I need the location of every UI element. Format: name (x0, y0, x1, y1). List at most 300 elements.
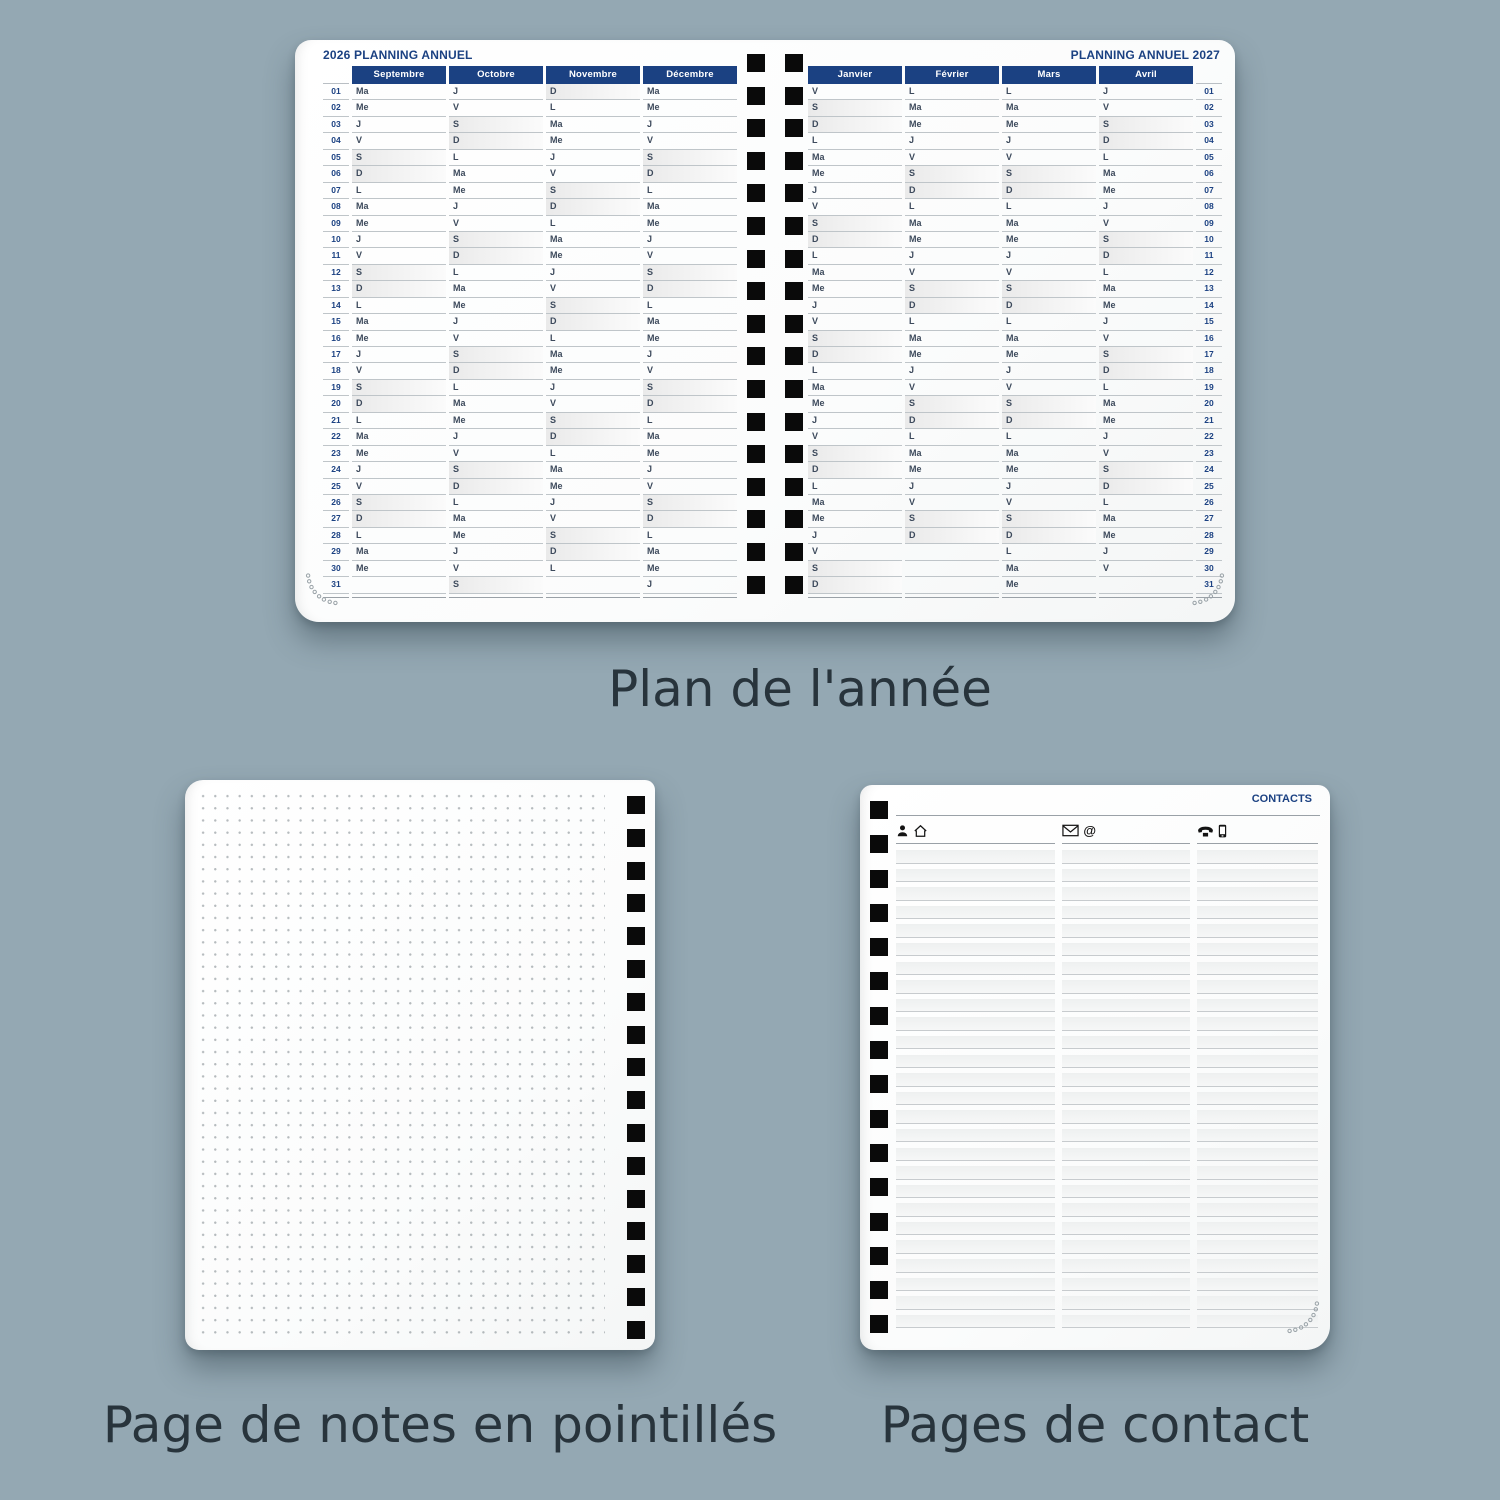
contact-row-line (896, 1072, 1055, 1091)
planner-day-cell: J (449, 199, 543, 215)
planner-day-cell: Me (352, 561, 446, 577)
table-end-rule (1002, 594, 1096, 598)
day-number-column (1196, 66, 1222, 598)
planner-day-cell: Me (1099, 183, 1193, 199)
planner-day-cell: S (808, 446, 902, 462)
binding-hole (785, 54, 803, 72)
planner-day-cell: V (1099, 446, 1193, 462)
contact-fill-bar (1062, 906, 1190, 920)
binding-hole (785, 184, 803, 202)
binding-hole (627, 927, 645, 945)
day-number: 04 (1196, 133, 1222, 149)
contact-fill-bar (1197, 1166, 1318, 1180)
planner-table-2027 (808, 66, 1222, 598)
day-number: 08 (323, 199, 349, 215)
planner-day-cell: J (1099, 544, 1193, 560)
binding-hole (627, 1255, 645, 1273)
planner-day-cell: Me (449, 528, 543, 544)
contact-fill-bar (1062, 1240, 1190, 1254)
contact-fill-bar (896, 1110, 1055, 1124)
day-number: 14 (1196, 298, 1222, 314)
contact-row-line (1197, 923, 1318, 942)
planner-day-cell: Ma (352, 199, 446, 215)
day-number: 31 (323, 577, 349, 593)
planner-day-cell: S (352, 380, 446, 396)
contact-row-line (896, 886, 1055, 905)
planner-day-cell: Me (1002, 462, 1096, 478)
planner-day-cell: V (905, 150, 999, 166)
contact-fill-bar (1062, 1129, 1190, 1143)
contact-fill-bar (896, 1315, 1055, 1329)
planner-day-cell: Me (352, 100, 446, 116)
contact-row-line (1197, 1277, 1318, 1296)
contact-row-line (896, 1184, 1055, 1203)
planner-day-cell: Ma (808, 265, 902, 281)
contact-row-line (896, 1202, 1055, 1221)
planner-day-cell: V (905, 265, 999, 281)
contact-fill-bar (1062, 869, 1190, 883)
table-end-rule (808, 594, 902, 598)
planner-day-cell: S (1099, 462, 1193, 478)
day-number: 13 (323, 281, 349, 297)
contact-fill-bar (1197, 1129, 1318, 1143)
contact-row-line (1197, 998, 1318, 1017)
contact-row-line (1062, 1295, 1190, 1314)
envelope-icon (1062, 824, 1079, 837)
contact-fill-bar (1062, 999, 1190, 1013)
binding-hole (785, 380, 803, 398)
planner-day-cell: Ma (1002, 216, 1096, 232)
planner-day-cell: L (1002, 429, 1096, 445)
contact-row-line (1197, 886, 1318, 905)
contact-row-line (1197, 1091, 1318, 1110)
planner-day-cell: S (905, 396, 999, 412)
contact-row-line (896, 1091, 1055, 1110)
contacts-title: CONTACTS (1251, 793, 1312, 805)
binding-hole (627, 993, 645, 1011)
planner-day-cell: Me (905, 232, 999, 248)
contact-row-line (1197, 1258, 1318, 1277)
perforation-dots-icon (300, 569, 344, 613)
planner-day-cell: Ma (449, 281, 543, 297)
day-number: 07 (323, 183, 349, 199)
contact-fill-bar (896, 1073, 1055, 1087)
contacts-entry-rows (896, 849, 1318, 1334)
planner-day-cell: D (643, 166, 737, 182)
contact-fill-bar (1062, 943, 1190, 957)
day-number: 19 (323, 380, 349, 396)
planner-day-cell: Ma (905, 100, 999, 116)
planner-day-cell: S (808, 100, 902, 116)
planner-day-cell: D (808, 462, 902, 478)
contact-fill-bar (896, 887, 1055, 901)
day-number: 20 (1196, 396, 1222, 412)
planner-day-cell: Ma (905, 331, 999, 347)
contact-row-line (896, 1165, 1055, 1184)
table-end-rule (643, 594, 737, 598)
day-number: 13 (1196, 281, 1222, 297)
planner-day-cell: Me (449, 183, 543, 199)
day-number: 14 (323, 298, 349, 314)
month-column (1002, 66, 1096, 598)
day-number: 23 (1196, 446, 1222, 462)
planner-day-cell: V (905, 495, 999, 511)
planner-day-cell: Me (905, 117, 999, 133)
binding-hole (747, 413, 765, 431)
planner-day-cell: L (905, 84, 999, 100)
planner-day-cell: S (1002, 166, 1096, 182)
binding-hole (870, 1144, 888, 1162)
planner-day-cell: S (449, 232, 543, 248)
contact-fill-bar (896, 1055, 1055, 1069)
table-end-rule (905, 594, 999, 598)
contact-row-line (1062, 1202, 1190, 1221)
planner-day-cell: S (905, 511, 999, 527)
planner-day-cell: S (352, 150, 446, 166)
contact-row-line (1062, 1072, 1190, 1091)
planner-day-cell: J (546, 380, 640, 396)
contact-fill-bar (1197, 869, 1318, 883)
contact-fill-bar (1197, 1092, 1318, 1106)
caption-year-plan: Plan de l'année (608, 660, 992, 718)
day-number: 26 (1196, 495, 1222, 511)
contact-fill-bar (1062, 1017, 1190, 1031)
day-number: 04 (323, 133, 349, 149)
day-number: 12 (1196, 265, 1222, 281)
planner-day-cell: S (546, 528, 640, 544)
binding-hole (627, 1321, 645, 1339)
day-number: 16 (323, 331, 349, 347)
planner-day-cell: S (1002, 396, 1096, 412)
planner-day-cell: Me (352, 446, 446, 462)
person-icon (896, 824, 909, 838)
planner-day-cell: V (1002, 495, 1096, 511)
day-number: 08 (1196, 199, 1222, 215)
contact-fill-bar (1062, 1259, 1190, 1273)
binding-hole (870, 1041, 888, 1059)
contact-row-line (1062, 923, 1190, 942)
contact-fill-bar (896, 1166, 1055, 1180)
planner-day-cell: Me (1099, 413, 1193, 429)
spiral-binding-column (870, 801, 888, 1350)
planner-day-cell: L (352, 298, 446, 314)
planner-day-cell: Ma (546, 232, 640, 248)
planner-day-cell: L (1099, 265, 1193, 281)
contact-email-header (1062, 821, 1190, 844)
contact-row-line (1197, 1184, 1318, 1203)
contact-fill-bar (1197, 1110, 1318, 1124)
planner-day-cell: D (352, 396, 446, 412)
planner-day-cell: Me (449, 298, 543, 314)
planner-day-cell: L (905, 429, 999, 445)
planner-day-cell: Ma (449, 511, 543, 527)
planner-day-cell: L (449, 265, 543, 281)
planner-day-cell: V (808, 84, 902, 100)
planner-day-cell: D (808, 117, 902, 133)
day-number: 26 (323, 495, 349, 511)
day-number: 21 (323, 413, 349, 429)
contact-row-line (896, 905, 1055, 924)
planner-day-cell: D (905, 298, 999, 314)
planner-day-cell (1099, 577, 1193, 593)
planner-day-cell: S (449, 347, 543, 363)
dotted-notes-page (185, 780, 655, 1350)
binding-hole (747, 54, 765, 72)
planner-day-cell: Ma (449, 166, 543, 182)
day-number: 18 (1196, 363, 1222, 379)
planner-day-cell: Ma (1002, 100, 1096, 116)
contact-fill-bar (1197, 1259, 1318, 1273)
planner-day-cell: Me (546, 363, 640, 379)
contact-row-line (1062, 1109, 1190, 1128)
planner-day-cell: L (808, 133, 902, 149)
planner-day-cell: J (449, 314, 543, 330)
planner-day-cell: J (905, 363, 999, 379)
binding-hole (870, 801, 888, 819)
contact-fill-bar (1062, 850, 1190, 864)
planner-day-cell: V (643, 479, 737, 495)
planner-day-cell: V (1002, 150, 1096, 166)
contact-row-line (896, 923, 1055, 942)
planner-day-cell: D (643, 281, 737, 297)
planner-day-cell: Me (643, 216, 737, 232)
contact-row-line (1062, 868, 1190, 887)
planner-day-cell: S (546, 413, 640, 429)
contact-fill-bar (896, 1017, 1055, 1031)
day-number: 23 (323, 446, 349, 462)
binding-hole (627, 1288, 645, 1306)
planner-day-cell: J (808, 413, 902, 429)
binding-hole (870, 1075, 888, 1093)
planner-day-cell: D (1002, 528, 1096, 544)
binding-hole (747, 282, 765, 300)
binding-hole (747, 445, 765, 463)
planner-day-cell: J (905, 248, 999, 264)
contact-row-line (1062, 1184, 1190, 1203)
contact-fill-bar (1062, 1148, 1190, 1162)
caption-notes-page: Page de notes en pointillés (102, 1396, 778, 1454)
planner-day-cell: Me (449, 413, 543, 429)
contact-row-line (1062, 961, 1190, 980)
day-number: 27 (1196, 511, 1222, 527)
planner-day-cell: Ma (352, 314, 446, 330)
planner-day-cell: J (546, 495, 640, 511)
planner-day-cell: Ma (1002, 446, 1096, 462)
planner-day-cell: V (1099, 561, 1193, 577)
contact-row-line (1062, 849, 1190, 868)
day-number: 10 (323, 232, 349, 248)
contact-fill-bar (896, 869, 1055, 883)
contact-row-line (896, 849, 1055, 868)
planner-day-cell: J (1099, 314, 1193, 330)
planner-day-cell: L (1002, 314, 1096, 330)
planner-day-cell: S (546, 298, 640, 314)
planner-day-cell: D (352, 511, 446, 527)
day-number: 28 (323, 528, 349, 544)
month-column (808, 66, 902, 598)
planner-day-cell: J (643, 232, 737, 248)
contact-fill-bar (1062, 1315, 1190, 1329)
planner-day-cell: D (643, 511, 737, 527)
contact-row-line (896, 1109, 1055, 1128)
planner-day-cell: J (643, 577, 737, 593)
contact-row-line (896, 1128, 1055, 1147)
contact-fill-bar (1062, 980, 1190, 994)
day-number: 24 (1196, 462, 1222, 478)
planner-day-cell: J (352, 347, 446, 363)
contact-row-line (1062, 1147, 1190, 1166)
planner-day-cell: V (449, 100, 543, 116)
planner-day-cell: Ma (905, 216, 999, 232)
binding-hole (870, 938, 888, 956)
contact-fill-bar (1197, 1148, 1318, 1162)
planner-day-cell: Ma (808, 495, 902, 511)
contact-fill-bar (1062, 1110, 1190, 1124)
planner-day-cell: D (808, 577, 902, 593)
contact-fill-bar (896, 1259, 1055, 1273)
contact-row-line (1062, 998, 1190, 1017)
perforation-dots-icon (1281, 1297, 1325, 1341)
planner-day-cell: V (1002, 265, 1096, 281)
day-number: 07 (1196, 183, 1222, 199)
planner-day-cell: S (808, 331, 902, 347)
binding-hole (627, 796, 645, 814)
month-header: Décembre (643, 66, 737, 84)
contact-fill-bar (1197, 1185, 1318, 1199)
binding-hole (627, 1222, 645, 1240)
contact-fill-bar (896, 1092, 1055, 1106)
contact-row-line (1197, 961, 1318, 980)
planner-day-cell: Ma (352, 429, 446, 445)
planner-day-cell: Me (808, 281, 902, 297)
contact-fill-bar (1197, 1203, 1318, 1217)
planner-day-cell: S (643, 265, 737, 281)
planner-day-cell: V (546, 166, 640, 182)
day-number: 10 (1196, 232, 1222, 248)
binding-hole (747, 347, 765, 365)
contact-row-line (1197, 1147, 1318, 1166)
binding-hole (870, 1007, 888, 1025)
planner-day-cell: D (1002, 183, 1096, 199)
house-icon (913, 824, 928, 838)
binding-hole (870, 1213, 888, 1231)
planner-day-cell: D (352, 281, 446, 297)
day-number: 11 (323, 248, 349, 264)
contact-fill-bar (1062, 1036, 1190, 1050)
planner-day-cell: Ma (1099, 511, 1193, 527)
contact-row-line (1197, 1109, 1318, 1128)
planner-day-cell: V (352, 133, 446, 149)
planner-day-cell: L (808, 363, 902, 379)
binding-hole (870, 972, 888, 990)
contact-fill-bar (896, 1240, 1055, 1254)
contact-row-line (896, 1258, 1055, 1277)
planner-day-cell: L (905, 199, 999, 215)
contact-row-line (896, 1277, 1055, 1296)
day-number: 29 (323, 544, 349, 560)
binding-hole (747, 184, 765, 202)
planner-day-cell: L (546, 446, 640, 462)
planner-day-cell: V (352, 363, 446, 379)
binding-hole (747, 380, 765, 398)
planner-day-cell (905, 544, 999, 560)
right-page-title: PLANNING ANNUEL 2027 (1070, 48, 1220, 62)
binding-hole (627, 862, 645, 880)
planner-table-2026 (323, 66, 737, 598)
planner-day-cell: D (1002, 298, 1096, 314)
binding-hole (870, 1247, 888, 1265)
binding-hole (627, 1058, 645, 1076)
planner-day-cell (546, 577, 640, 593)
contact-fill-bar (1062, 887, 1190, 901)
planner-day-cell: L (643, 528, 737, 544)
table-end-rule (352, 594, 446, 598)
planner-day-cell: Ma (643, 314, 737, 330)
planner-day-cell: S (352, 265, 446, 281)
contact-fill-bar (1062, 1222, 1190, 1236)
planner-day-cell: V (546, 281, 640, 297)
planner-day-cell: L (1099, 150, 1193, 166)
perforation-dots-icon (1186, 569, 1230, 613)
binding-hole (785, 347, 803, 365)
planner-day-cell: D (1099, 479, 1193, 495)
planner-day-cell: D (546, 314, 640, 330)
planner-day-cell: D (1099, 248, 1193, 264)
month-header: Mars (1002, 66, 1096, 84)
contact-row-line (1062, 886, 1190, 905)
day-number: 22 (1196, 429, 1222, 445)
planner-day-cell: L (546, 100, 640, 116)
contact-fill-bar (1062, 1296, 1190, 1310)
planner-day-cell: Ma (546, 117, 640, 133)
binding-hole (747, 315, 765, 333)
planner-day-cell: S (1002, 511, 1096, 527)
binding-hole (627, 1157, 645, 1175)
day-number: 24 (323, 462, 349, 478)
day-number: 05 (1196, 150, 1222, 166)
planner-day-cell: V (905, 380, 999, 396)
contacts-column (1197, 849, 1318, 1334)
planner-day-cell: V (449, 561, 543, 577)
planner-day-cell: D (449, 248, 543, 264)
contact-row-line (896, 1054, 1055, 1073)
planner-day-cell: Me (1002, 347, 1096, 363)
contact-row-line (1062, 1165, 1190, 1184)
contact-row-line (896, 942, 1055, 961)
planner-day-cell: Ma (808, 380, 902, 396)
binding-hole (870, 835, 888, 853)
contact-fill-bar (1197, 1240, 1318, 1254)
planner-day-cell: L (1002, 199, 1096, 215)
contact-fill-bar (1062, 1055, 1190, 1069)
planner-day-cell: Me (1002, 117, 1096, 133)
binding-hole (785, 576, 803, 594)
contact-fill-bar (1062, 962, 1190, 976)
planner-day-cell: V (808, 199, 902, 215)
planner-day-cell: L (808, 479, 902, 495)
mobile-icon (1218, 824, 1227, 838)
binding-hole (870, 1315, 888, 1333)
binding-hole (870, 870, 888, 888)
contact-row-line (1197, 1239, 1318, 1258)
planner-day-cell: Me (808, 396, 902, 412)
planner-day-cell: J (352, 232, 446, 248)
planner-day-cell: Ma (905, 446, 999, 462)
binding-hole (747, 543, 765, 561)
planner-day-cell: V (808, 314, 902, 330)
contact-row-line (1062, 1258, 1190, 1277)
contact-row-line (1062, 1221, 1190, 1240)
